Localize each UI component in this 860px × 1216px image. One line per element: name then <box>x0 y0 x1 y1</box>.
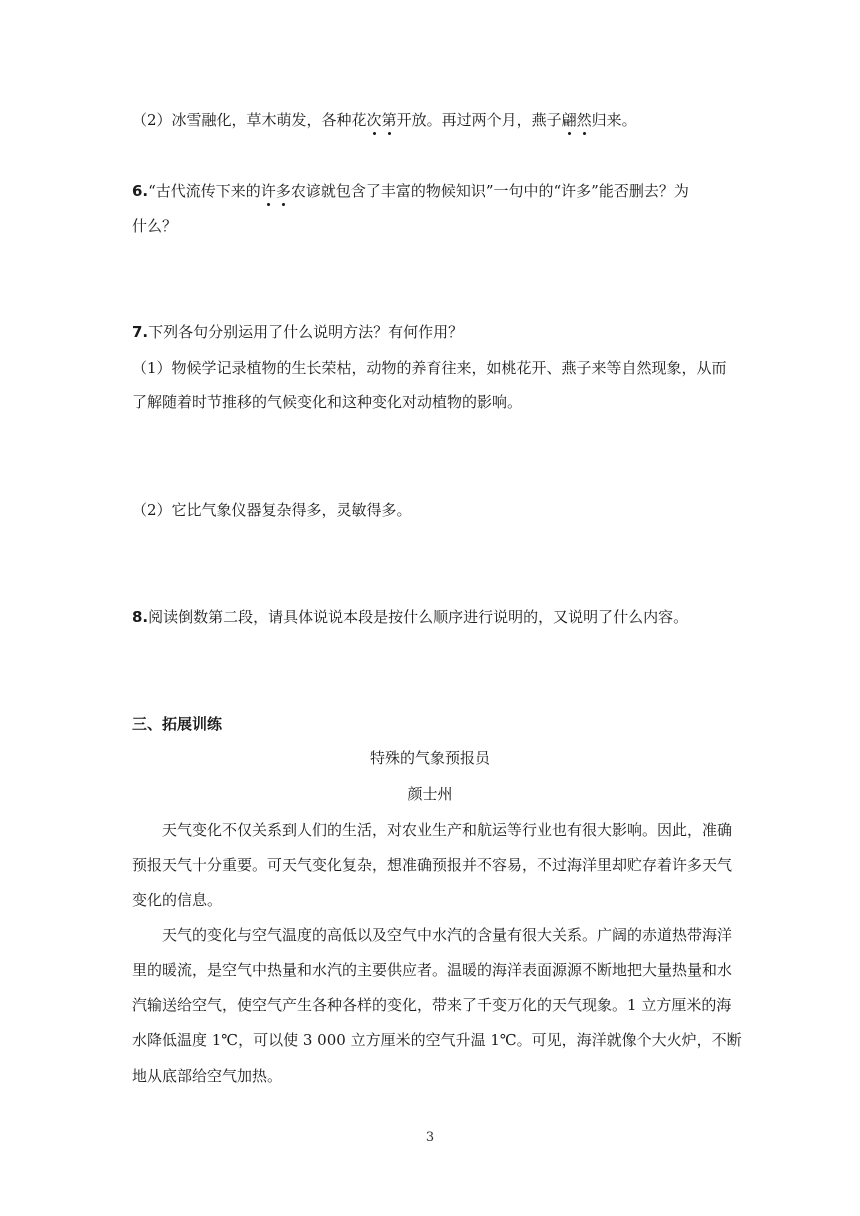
emphasis-char: 次 <box>366 111 382 129</box>
q6-text-1: “古代流传下来的 <box>148 182 261 200</box>
question-number: 7. <box>132 323 149 341</box>
paragraph-1-line2: 预报天气十分重要。可天气变化复杂，想准确预报并不容易，不过海洋里却贮存着许多天气 <box>132 856 733 874</box>
paragraph-2-line1: 天气的变化与空气温度的高低以及空气中水汽的含量有很大关系。广阔的赤道热带海洋 <box>162 926 733 944</box>
emphasis-char: 许 <box>260 182 276 200</box>
question-6 <box>132 181 689 201</box>
emphasis-char: 多 <box>275 182 291 200</box>
q6-text-line2: 什么？ <box>132 217 178 235</box>
paragraph-1-line1: 天气变化不仅关系到人们的生活，对农业生产和航运等行业也有很大影响。因此，准确 <box>162 821 733 839</box>
article-title: 特殊的气象预报员 <box>369 749 490 767</box>
emphasis-char: 然 <box>576 111 592 129</box>
q5-item2-text-3: 归来。 <box>591 111 637 129</box>
paragraph-2-line2: 里的暖流，是空气中热量和水汽的主要供应者。温暖的海洋表面源源不断地把大量热量和水 <box>132 961 733 979</box>
question-number: 8. <box>132 608 149 626</box>
q7-text: 下列各句分别运用了什么说明方法？有何作用？ <box>148 323 464 341</box>
emphasis-char: 第 <box>381 111 397 129</box>
page-number: 3 <box>425 1130 435 1145</box>
paragraph-2-line5: 地从底部给空气加热。 <box>132 1067 283 1085</box>
q7-item1-line1: （1）物候学记录植物的生长荣枯，动物的养育往来，如桃花开、燕子来等自然现象，从而 <box>132 359 727 377</box>
question-7 <box>132 322 463 342</box>
section-heading: 三、拓展训练 <box>132 715 223 733</box>
q7-item1-line2: 了解随着时节推移的气候变化和这种变化对动植物的影响。 <box>132 393 523 411</box>
q8-text: 阅读倒数第二段，请具体说说本段是按什么顺序进行说明的，又说明了什么内容。 <box>148 608 689 626</box>
question-number: 6. <box>132 182 149 200</box>
q5-item2-text-1: （2）冰雪融化，草木萌发，各种花 <box>132 111 367 129</box>
paragraph-2-line4: 水降低温度 1℃，可以使 3 000 立方厘米的空气升温 1℃。可见，海洋就像个大火炉，不断 <box>132 1031 742 1049</box>
paragraph-1-line3: 变化的信息。 <box>132 891 223 909</box>
article-author: 颜士州 <box>407 785 453 803</box>
emphasis-char: 翩 <box>561 111 577 129</box>
q6-text-2: 农谚就包含了丰富的物候知识”一句中的“许多”能否删去？为 <box>290 182 689 200</box>
question-8 <box>132 607 688 627</box>
q5-item2 <box>132 110 637 130</box>
q7-item2: （2）它比气象仪器复杂得多，灵敏得多。 <box>132 501 412 519</box>
paragraph-2-line3: 汽输送给空气，使空气产生各种各样的变化，带来了千变万化的天气现象。1 立方厘米的海 <box>132 996 732 1014</box>
q5-item2-text-2: 开放。再过两个月，燕子 <box>396 111 562 129</box>
